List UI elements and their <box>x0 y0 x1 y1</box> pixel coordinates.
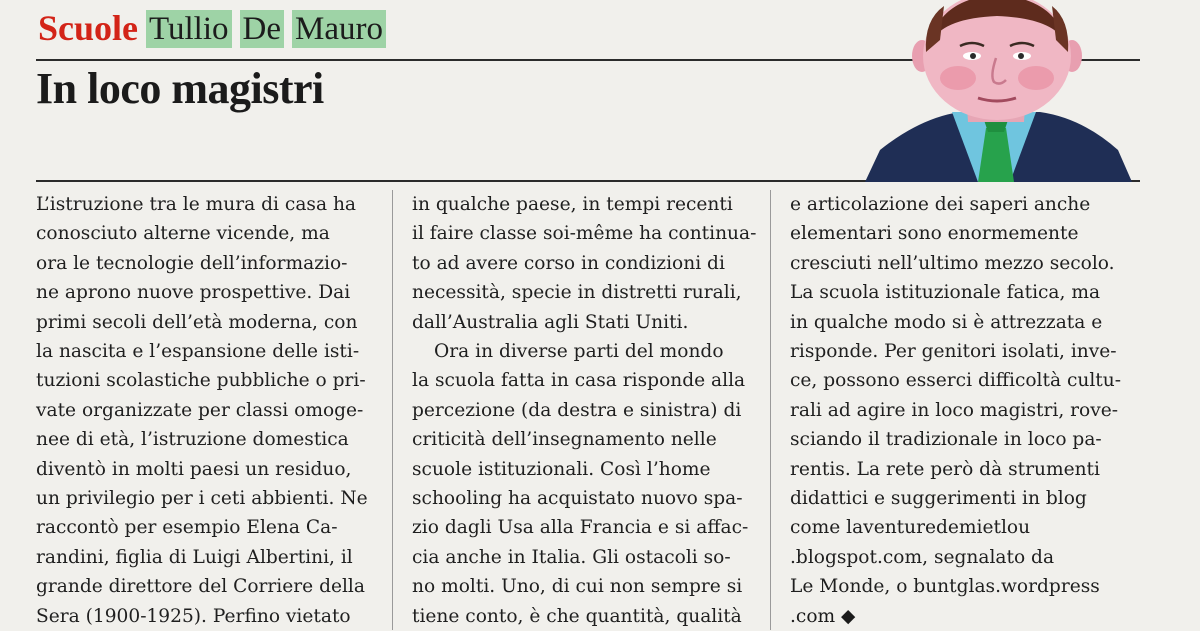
text-line: conosciuto alterne vicende, ma <box>36 223 330 245</box>
text-line: la scuola fatta in casa risponde alla <box>412 370 746 392</box>
text-line: ne aprono nuove prospettive. Dai <box>36 282 351 304</box>
text-line: vate organizzate per classi omoge- <box>36 399 364 421</box>
author-caricature <box>860 0 1140 182</box>
article-column-1 <box>36 190 380 631</box>
text-line: nee di età, l’istruzione domestica <box>36 429 349 451</box>
column-2-paragraph <box>412 190 756 631</box>
text-line: come laventuredemietlou <box>790 517 1031 539</box>
text-line: L’istruzione tra le mura di casa ha <box>36 194 357 215</box>
author-name <box>146 10 386 48</box>
author-first-name: Tullio <box>146 10 232 48</box>
author-last-name: Mauro <box>292 10 386 48</box>
text-line: Ora in diverse parti del mondo <box>434 341 724 363</box>
text-line: tuzioni scolastiche pubbliche o pri- <box>36 370 366 392</box>
text-line: Sera (1900-1925). Perfino vietato <box>36 605 351 627</box>
text-line: diventò in molti paesi un residuo, <box>36 458 352 480</box>
text-line: un privilegio per i ceti abbienti. Ne <box>36 488 368 510</box>
text-line: zio dagli Usa alla Francia e si affac- <box>412 517 749 539</box>
text-line: percezione (da destra e sinistra) di <box>412 399 742 421</box>
text-line: elementari sono enormemente <box>790 223 1079 245</box>
text-line: Le Monde, o buntglas.wordpress <box>790 576 1100 598</box>
text-line: randini, figlia di Luigi Albertini, il <box>36 546 353 568</box>
text-line: rali ad agire in loco magistri, rove- <box>790 399 1119 421</box>
text-line: grande direttore del Corriere della <box>36 576 365 598</box>
text-line: schooling ha acquistato nuovo spa- <box>412 488 743 510</box>
text-line: la nascita e l’espansione delle isti- <box>36 341 360 363</box>
text-line: .com ◆ <box>790 605 856 627</box>
column-1-paragraph <box>36 190 380 631</box>
text-line: cresciuti nell’ultimo mezzo secolo. <box>790 252 1115 274</box>
text-line: scuole istituzionali. Così l’home <box>412 458 711 480</box>
text-line: rentis. La rete però dà strumenti <box>790 458 1100 480</box>
text-line: to ad avere corso in condizioni di <box>412 252 725 274</box>
text-line: in qualche paese, in tempi recenti <box>412 194 733 215</box>
column-separator <box>392 190 393 630</box>
text-line: La scuola istituzionale fatica, ma <box>790 282 1101 304</box>
text-line: didattici e suggerimenti in blog <box>790 488 1087 510</box>
text-line: sciando il tradizionale in loco pa- <box>790 429 1102 451</box>
column-3-paragraph <box>790 190 1134 631</box>
article-title: In loco magistri <box>36 64 324 113</box>
text-line: no molti. Uno, di cui non sempre si <box>412 576 743 598</box>
section-label: Scuole <box>38 8 139 48</box>
text-line: raccontò per esempio Elena Ca- <box>36 517 338 539</box>
article-column-2 <box>412 190 756 631</box>
text-line: e articolazione dei saperi anche <box>790 194 1091 215</box>
column-separator <box>770 190 771 630</box>
article-header <box>38 6 386 48</box>
text-line: dall’Australia agli Stati Uniti. <box>412 311 689 333</box>
text-line: il faire classe soi-même ha continua- <box>412 223 757 245</box>
article-column-3 <box>790 190 1134 631</box>
text-line: cia anche in Italia. Gli ostacoli so- <box>412 546 731 568</box>
text-line: risponde. Per genitori isolati, inve- <box>790 341 1117 363</box>
text-line: ce, possono esserci difficoltà cultu- <box>790 370 1122 392</box>
text-line: primi secoli dell’età moderna, con <box>36 311 358 333</box>
text-line: criticità dell’insegnamento nelle <box>412 429 717 451</box>
author-particle: De <box>240 10 284 48</box>
text-line: tiene conto, è che quantità, qualità <box>412 605 742 627</box>
text-line: in qualche modo si è attrezzata e <box>790 311 1103 333</box>
text-line: necessità, specie in distretti rurali, <box>412 282 742 304</box>
text-line: .blogspot.com, segnalato da <box>790 546 1055 568</box>
text-line: ora le tecnologie dell’informazio- <box>36 252 348 274</box>
